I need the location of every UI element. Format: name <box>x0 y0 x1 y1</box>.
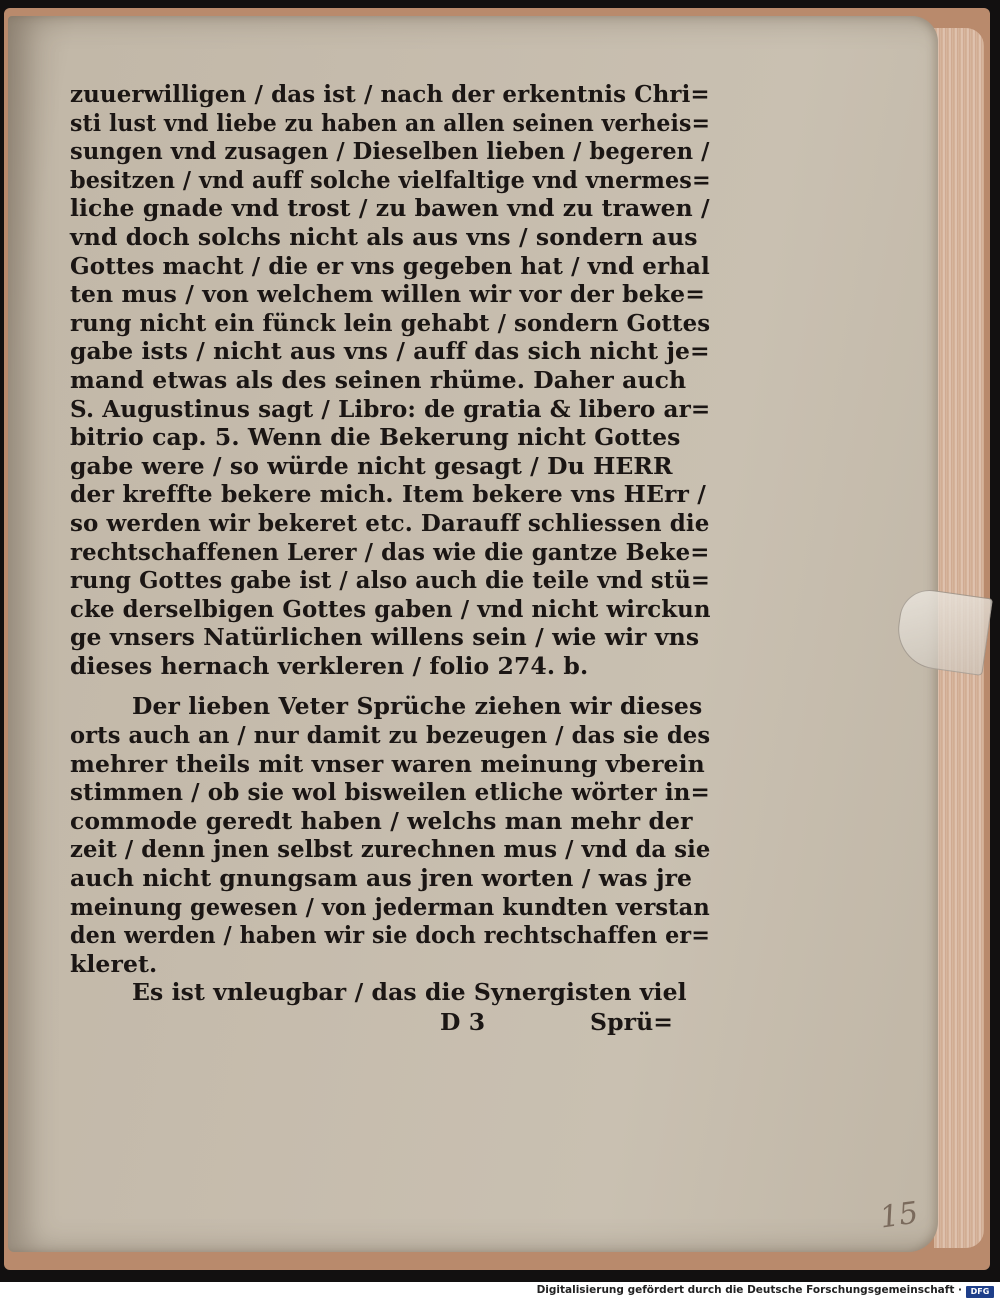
text-line: S. Augustinus sagt / Libro: de gratia & libero ar= <box>70 394 711 423</box>
paragraph-line: den werden / haben wir sie doch rechtschaffen er= <box>70 921 710 950</box>
paragraph-line: Der lieben Veter Sprüche ziehen wir dieses <box>132 692 703 721</box>
body-text <box>70 80 710 1037</box>
text-line: Gottes macht / die er vns gegeben hat / vnd erhal <box>70 251 710 280</box>
paragraph-line: zeit / denn jnen selbst zurechnen mus / vnd da sie <box>70 835 711 864</box>
signature-line <box>70 1007 710 1037</box>
funding-credit: Digitalisierung gefördert durch die Deutsche Forschungsgemeinschaft · <box>536 1284 962 1296</box>
text-line: dieses hernach verkleren / folio 274. b. <box>70 651 589 680</box>
text-line: ge vnsers Natürlichen willens sein / wie wir vns <box>70 623 700 652</box>
handwritten-folio-number: 15 <box>877 1195 921 1236</box>
paragraph-line: meinung gewesen / von jederman kundten verstan <box>70 892 710 921</box>
text-line: zuuerwilligen / das ist / nach der erkentnis Chri= <box>70 80 710 108</box>
text-line: der kreffte bekere mich. Item bekere vns HErr / <box>70 480 706 509</box>
text-line: besitzen / vnd auff solche vielfaltige vnd vnermes= <box>70 165 711 194</box>
catchword: Sprü= <box>590 1008 674 1036</box>
dfg-logo: DFG <box>966 1286 994 1298</box>
text-line: cke derselbigen Gottes gaben / vnd nicht wirckun <box>70 594 711 623</box>
paragraph-line: kleret. <box>70 949 158 978</box>
text-line: bitrio cap. 5. Wenn die Bekerung nicht Gottes <box>70 423 681 452</box>
text-line: vnd doch solchs nicht als aus vns / sondern aus <box>70 222 698 251</box>
text-line: gabe were / so würde nicht gesagt / Du HERR <box>70 451 673 480</box>
text-line: rung Gottes gabe ist / also auch die teile vnd stü= <box>70 566 711 595</box>
paragraph-line: orts auch an / nur damit zu bezeugen / das sie des <box>70 721 711 750</box>
text-line: ten mus / von welchem willen wir vor der beke= <box>70 280 705 309</box>
text-line: sti lust vnd liebe zu haben an allen seinen verheis= <box>70 108 711 137</box>
text-line: so werden wir bekeret etc. Darauff schliessen die <box>70 508 710 537</box>
last-text-line: Es ist vnleugbar / das die Synergisten viel <box>132 978 687 1007</box>
text-line: mand etwas als des seinen rhüme. Daher auch <box>70 365 687 394</box>
paragraph-line: commode geredt haben / welchs man mehr der <box>70 806 693 835</box>
paragraph-line: auch nicht gnungsam aus jren worten / was jre <box>70 864 693 893</box>
text-line: liche gnade vnd trost / zu bawen vnd zu trawen / <box>70 194 710 223</box>
text-line: gabe ists / nicht aus vns / auff das sich nicht je= <box>70 337 710 366</box>
paragraph-line: stimmen / ob sie wol bisweilen etliche wörter in= <box>70 778 710 807</box>
text-line: rechtschaffenen Lerer / das wie die gantze Beke= <box>70 537 710 566</box>
paragraph-line: mehrer theils mit vnser waren meinung vberein <box>70 749 705 778</box>
text-line: sungen vnd zusagen / Dieselben lieben / begeren / <box>70 137 710 166</box>
signature-mark: D 3 <box>440 1008 486 1036</box>
text-line: rung nicht ein fünck lein gehabt / sondern Gottes <box>70 308 711 337</box>
